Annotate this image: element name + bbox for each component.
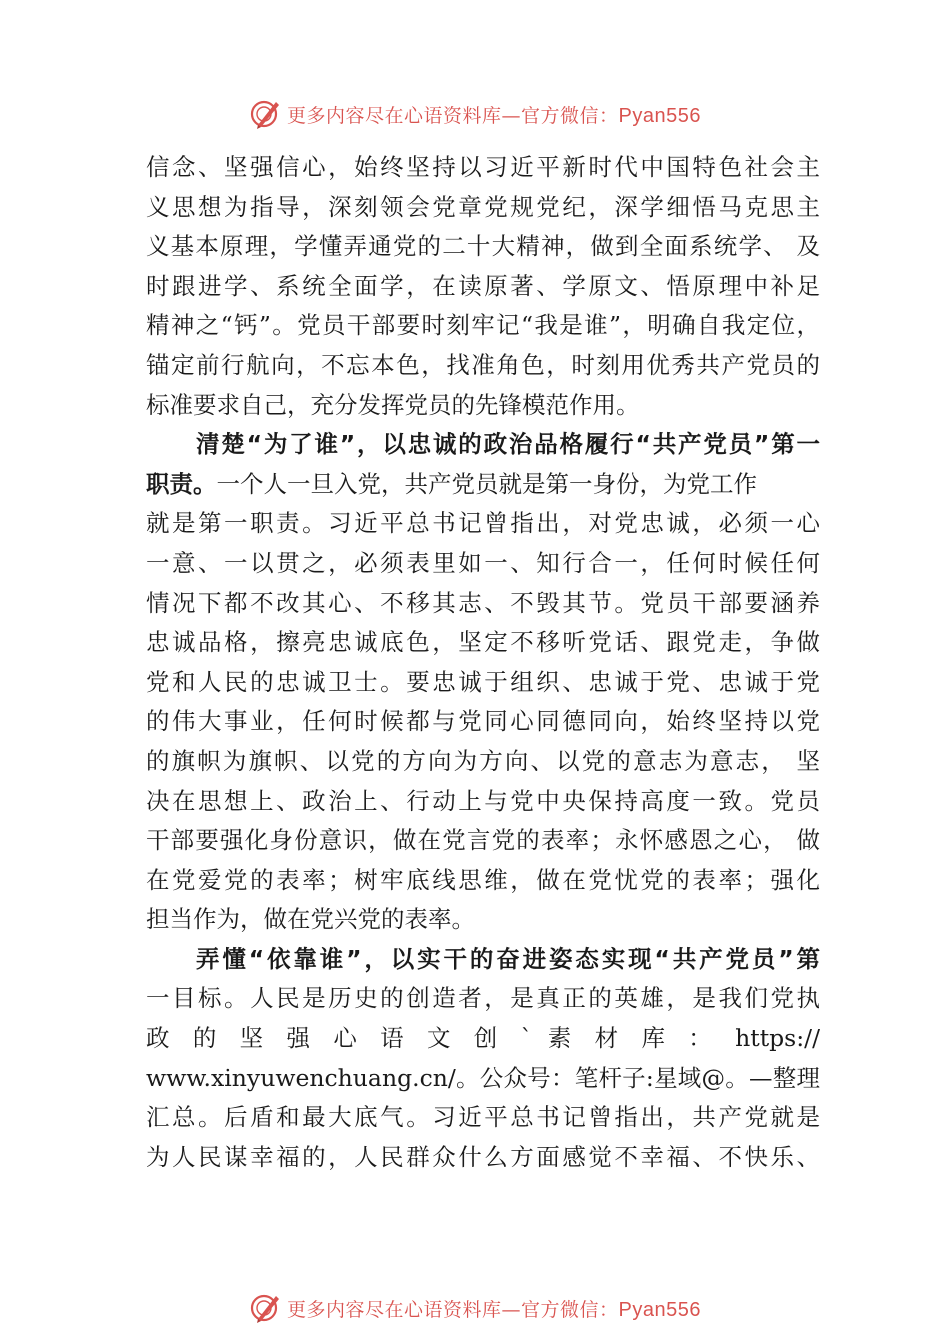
footer-banner: [0, 1288, 950, 1328]
pen-logo-icon: [249, 1291, 283, 1325]
text-line: 干部要强化身份意识，做在党言党的表率；永怀感恩之心， 做: [146, 826, 820, 855]
text-line: 时跟进学、系统全面学，在读原著、学原文、悟原理中补足: [146, 271, 820, 300]
text-line: 的伟大事业，任何时候都与党同心同德同向，始终坚持以党: [146, 707, 820, 736]
text-line: 决在思想上、政治上、行动上与党中央保持高度一致。党员: [146, 786, 820, 815]
text-line: 信念、坚强信心，始终坚持以习近平新时代中国特色社会主: [146, 153, 820, 181]
text-line: 担当作为，做在党兴党的表率。: [146, 905, 475, 934]
pen-logo-icon: [249, 97, 283, 131]
banner-text: 更多内容尽在心语资料库—官方微信：Pyan556: [287, 1298, 701, 1321]
section-heading: 清楚“为了谁”，以忠诚的政治品格履行“共产党员”第一: [196, 430, 820, 459]
text-line: [146, 465, 820, 505]
text-line: 党和人民的忠诚卫士。要忠诚于组织、忠诚于党、忠诚于党: [146, 667, 820, 696]
text-line: 义思想为指导，深刻领会党章党规党纪，深学细悟马克思主: [146, 192, 820, 221]
text-line: 精神之“钙”。党员干部要时刻牢记“我是谁”，明确自我定位，: [146, 311, 820, 340]
paragraph-3: [146, 940, 820, 1178]
header-banner: [0, 94, 950, 134]
text-line: 忠诚品格，擦亮忠诚底色，坚定不移听党话、跟党走，争做: [146, 628, 820, 657]
text-line: 情况下都不改其心、不移其志、不毁其节。党员干部要涵养: [146, 588, 820, 617]
text-line: 政 的 坚 强 心 语 文 创 ` 素 材 库 ： https://: [146, 1024, 820, 1053]
text-line: 标准要求自己，充分发挥党员的先锋模范作用。: [146, 390, 640, 419]
banner-text: 更多内容尽在心语资料库—官方微信：Pyan556: [287, 104, 701, 127]
text-line: 的旗帜为旗帜、以党的方向为方向、以党的意志为意志， 坚: [146, 746, 820, 775]
text-line: 义基本原理，学懂弄通党的二十大精神，做到全面系统学、 及: [146, 232, 820, 261]
text-line: 汇总。后盾和最大底气。习近平总书记曾指出，共产党就是: [146, 1103, 820, 1132]
text-line: 锚定前行航向，不忘本色，找准角色，时刻用优秀共产党员的: [146, 350, 820, 379]
text-line: 一目标。人民是历史的创造者，是真正的英雄，是我们党执: [146, 984, 820, 1013]
text-line: 就是第一职责。习近平总书记曾指出，对党忠诚，必须一心: [146, 509, 820, 538]
text-line: www.xinyuwenchuang.cn/。公众号：笔杆子:星域@。—整理: [146, 1063, 820, 1092]
section-heading-end: 职责。: [146, 469, 217, 498]
text-run: 一个人一旦入党，共产党员就是第一身份，为党工作: [216, 469, 757, 498]
text-line: 为人民谋幸福的，人民群众什么方面感觉不幸福、不快乐、: [146, 1142, 820, 1171]
section-heading: 弄懂“依靠谁”，以实干的奋进姿态实现“共产党员”第: [196, 944, 820, 973]
paragraph-1: [146, 148, 820, 425]
document-body: [146, 148, 820, 1177]
text-line: 在党爱党的表率；树牢底线思维，做在党忧党的表率；强化: [146, 865, 820, 894]
text-line: 一意、一以贯之，必须表里如一、知行合一，任何时候任何: [146, 548, 820, 577]
paragraph-2: [146, 425, 820, 940]
